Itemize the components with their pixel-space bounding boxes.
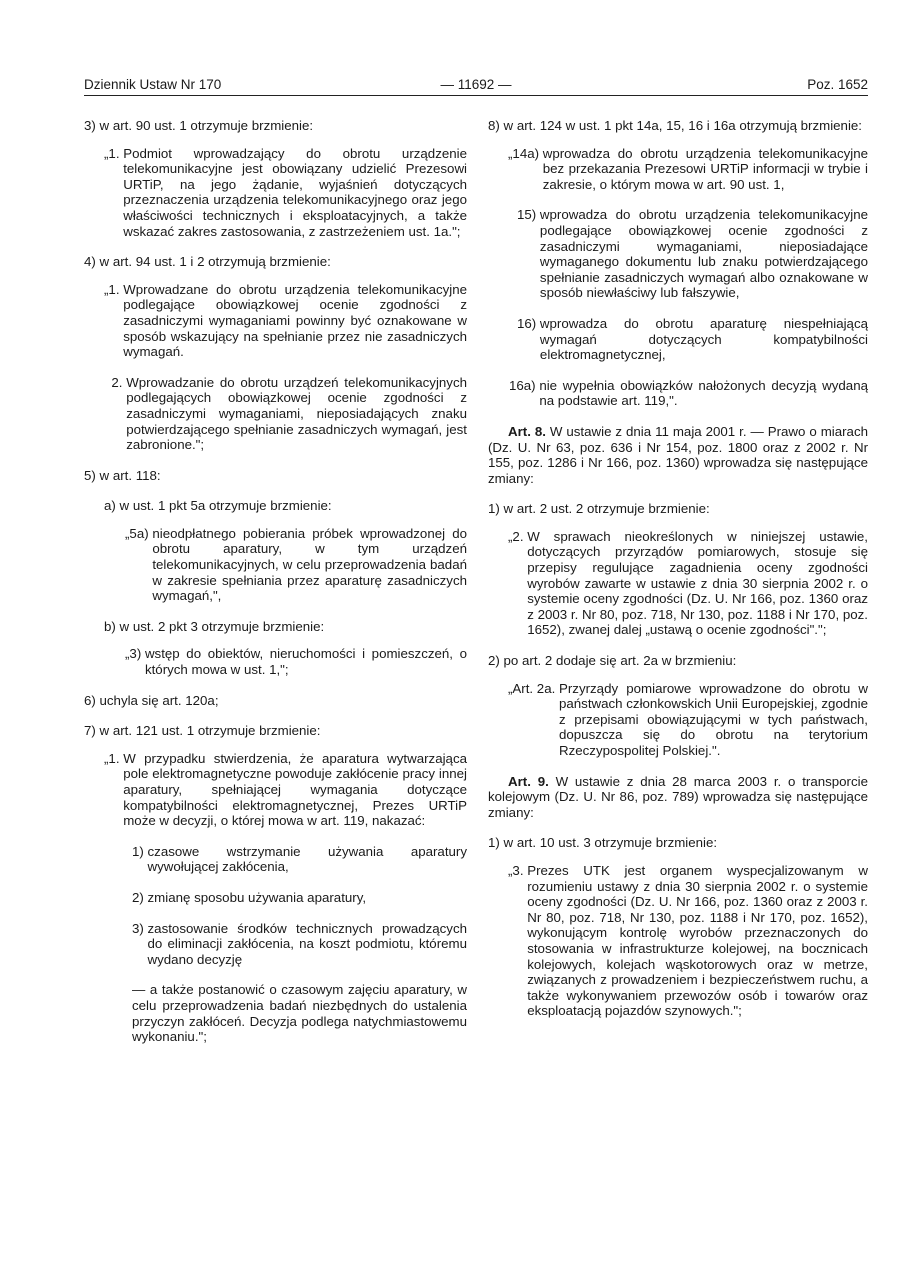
page-number: — 11692 —: [440, 77, 512, 92]
item-5b-intro: b) w ust. 2 pkt 3 otrzymuje brzmienie:: [104, 618, 325, 634]
art8-item-1: [508, 529, 868, 638]
item-8-body: w art. 124 w ust. 1 pkt 14a, 15, 16 i 16a otrzymują brzmienie:: [503, 118, 862, 133]
left-column: [84, 118, 467, 1045]
art8-item-2-body: Przyrządy pomiarowe wprowadzone do obrotu w państwach członkowskich Unii Europejskiej, zgodnie z przepisami obowiązującymi w tych państwach, dopuszcza się do obrotu na terytorium Rzeczypospolitej Polskiej.".: [559, 680, 868, 758]
item-6: 6) uchyla się art. 120a;: [84, 692, 219, 708]
art9-item-1-intro: 1) w art. 10 ust. 3 otrzymuje brzmienie:: [488, 835, 718, 851]
item-8-16a: [509, 378, 868, 409]
item-5b-body: wstęp do obiektów, nieruchomości i pomieszczeń, o których mowa w ust. 1,";: [144, 646, 467, 678]
item-7-2-num: 2): [132, 889, 148, 905]
art8-item-2-num: „Art. 2a.: [508, 680, 559, 696]
item-8-15-num: 15): [517, 207, 540, 223]
item-8-16-num: 16): [517, 315, 540, 331]
item-4-intro: 4) w art. 94 ust. 1 i 2 otrzymują brzmienie:: [84, 254, 331, 270]
item-7-3: [132, 921, 467, 968]
item-5-intro: 5) w art. 118:: [84, 467, 161, 483]
journal-title: Dziennik Ustaw Nr 170: [84, 77, 222, 92]
item-8-16a-body: nie wypełnia obowiązków nałożonych decyzją wydaną na podstawie art. 119,".: [539, 377, 868, 409]
item-7-2: [132, 890, 467, 906]
article-8-label: Art. 8.: [508, 423, 546, 439]
art8-item-1-body: W sprawach nieokreślonych w niniejszej ustawie, dotyczących przyrządów pomiarowych, stosuje się przepisy regulujące zagadnienia oceny zgodności wyrobów zawarte w ustawie z dnia 30 sierpnia 2002 r. o systemie oceny zgodności (Dz. U. Nr 166, poz. 1360 oraz z 2003 r. Nr 80, poz. 718, Nr 130, poz. 1188 i Nr 170, poz. 1652), zwanej dalej „ustawą o ocenie zgodności".";: [527, 528, 868, 638]
item-7-3-body: zastosowanie środków technicznych prowadzących do eliminacji zakłócenia, na koszt podmiotu, któremu wydano decyzję: [147, 920, 467, 967]
item-7-1-body: czasowe wstrzymanie używania aparatury wywołującej zakłócenia,: [147, 843, 467, 875]
item-8: [488, 118, 868, 134]
item-5b: [125, 646, 467, 677]
item-7: [104, 751, 467, 829]
item-4-2: [104, 375, 467, 453]
item-3-body: Podmiot wprowadzający do obrotu urządzenie telekomunikacyjne jest obowiązany udzielić Prezesowi URTiP, na jego żądanie, wyjaśnień dotyczących przeznaczenia urządzenia telekomunikacyjnego oraz jego właściwości technicznych i eksploatacyjnych, a także wskazać zakres zastosowania, z zastrzeżeniem ust. 1a.";: [123, 145, 467, 239]
item-4-1-body: Wprowadzane do obrotu urządzenia telekomunikacyjne podlegające obowiązkowej ocenie zgodności z zasadniczymi wymaganiami powinny być oznakowane w sposób wskazujący na spełnianie przez nie zasadniczych wymagań.: [123, 281, 467, 360]
item-4-1: [104, 282, 467, 360]
right-column: [488, 118, 868, 1019]
item-8-num: 8): [488, 118, 504, 133]
item-5a-body: nieodpłatnego pobierania próbek wprowadzonej do obrotu aparatury, w tym urządzeń telekomunikacyjnych, w celu przeprowadzenia badań w zakresie spełniania przez aparaturę zasadniczych wymagań,",: [152, 525, 467, 604]
item-7-intro: 7) w art. 121 ust. 1 otrzymuje brzmienie:: [84, 723, 321, 739]
page-header: [84, 75, 868, 96]
item-7-2-body: zmianę sposobu używania aparatury,: [147, 889, 367, 905]
art8-item-2: [508, 681, 868, 759]
item-7-3-num: 3): [132, 920, 148, 936]
item-3-intro: 3) w art. 90 ust. 1 otrzymuje brzmienie:: [84, 118, 314, 133]
item-4-2-num: 2.: [104, 374, 127, 390]
item-7-1: [132, 844, 467, 875]
item-8-14a: [508, 146, 868, 193]
position-number: Poz. 1652: [807, 77, 868, 92]
art9-item-1-body: Prezes UTK jest organem wyspecjalizowanym w rozumieniu ustawy z dnia 30 sierpnia 2002 r. o systemie oceny zgodności (Dz. U. Nr 166, poz. 1360 oraz z 2003 r. Nr 80, poz. 718, Nr 130, poz. 1188 i Nr 170, poz. 1652), wykonującym kontrolę wyrobów przeznaczonych do stosowania w infrastrukturze kolejowej, na bocznicach kolejowych, kolejach wąskotorowych oraz w metrze, związanych z prowadzeniem i bezpieczeństwem ruchu, a także wykonywaniem przewozów osób i towarów oraz eksploatacją pojazdów szynowych.";: [527, 862, 868, 1019]
art9-item-1-num: „3.: [508, 862, 528, 878]
item-8-15: [517, 207, 868, 301]
art8-item-2-intro: 2) po art. 2 dodaje się art. 2a w brzmieniu:: [488, 653, 737, 669]
article-9-label: Art. 9.: [508, 773, 549, 789]
art8-item-1-num: „2.: [508, 528, 528, 544]
article-9: [488, 774, 868, 821]
item-3-num: „1.: [104, 145, 124, 161]
article-9-body: W ustawie z dnia 28 marca 2003 r. o transporcie kolejowym (Dz. U. Nr 86, poz. 789) wprowadza się następujące zmiany:: [488, 773, 868, 820]
article-8-body: W ustawie z dnia 11 maja 2001 r. — Prawo o miarach (Dz. U. Nr 63, poz. 636 i Nr 154, poz. 1800 oraz z 2002 r. Nr 155, poz. 1286 i Nr 166, poz. 1360) wprowadza się następujące zmiany:: [488, 423, 868, 486]
item-8-16a-num: 16a): [509, 377, 540, 393]
item-3-text: [104, 146, 467, 240]
item-4-1-num: „1.: [104, 281, 124, 297]
item-8-15-body: wprowadza do obrotu urządzenia telekomunikacyjne podlegające obowiązkowej ocenie zgodności z zasadniczymi wymaganiami, nieposiadające wymaganego dokumentu lub znaku potwierdzającego spełnianie zasadniczych wymagań albo oznakowane w sposób niewłaściwy lub fałszywie,: [539, 207, 868, 301]
item-5a-intro: a) w ust. 1 pkt 5a otrzymuje brzmienie:: [104, 498, 332, 514]
art9-item-1: [508, 863, 868, 1019]
item-8-16: [517, 316, 868, 363]
art8-item-1-intro: 1) w art. 2 ust. 2 otrzymuje brzmienie:: [488, 501, 710, 517]
item-5a-num: „5a): [125, 525, 153, 541]
item-8-14a-body: wprowadza do obrotu urządzenia telekomunikacyjne bez przekazania Prezesowi URTiP informacji w trybie i zakresie, o którym mowa w art. 90 ust. 1,: [542, 145, 868, 192]
item-8-14a-num: „14a): [508, 145, 543, 161]
article-8: [488, 424, 868, 486]
item-7-tail: — a także postanowić o czasowym zajęciu aparatury, w celu przeprowadzenia badań niezbędnych do ustalenia przyczyn zakłóceń. Decyzja podlega natychmiastowemu wykonaniu.";: [132, 982, 467, 1045]
item-7-body: W przypadku stwierdzenia, że aparatura wytwarzająca pole elektromagnetyczne powoduje zakłócenie pracy innej aparatury, spełniającej wymagania dotyczące kompatybilności elektromagnetycznej, Prezes URTiP może w decyzji, o której mowa w art. 119, nakazać:: [123, 750, 467, 829]
item-5a: [125, 526, 467, 604]
item-7-1-num: 1): [132, 843, 148, 859]
item-5b-num: „3): [125, 646, 145, 662]
item-4-2-body: Wprowadzanie do obrotu urządzeń telekomunikacyjnych podlegających obowiązkowej ocenie zgodności z zasadniczymi wymaganiami, nieposiadających znaku potwierdzającego spełnianie zasadniczych wymagań, jest zabronione.";: [126, 374, 467, 453]
item-8-16-body: wprowadza do obrotu aparaturę niespełniającą wymagań dotyczących kompatybilności elektromagnetycznej,: [539, 315, 868, 363]
item-7-num: „1.: [104, 750, 124, 766]
